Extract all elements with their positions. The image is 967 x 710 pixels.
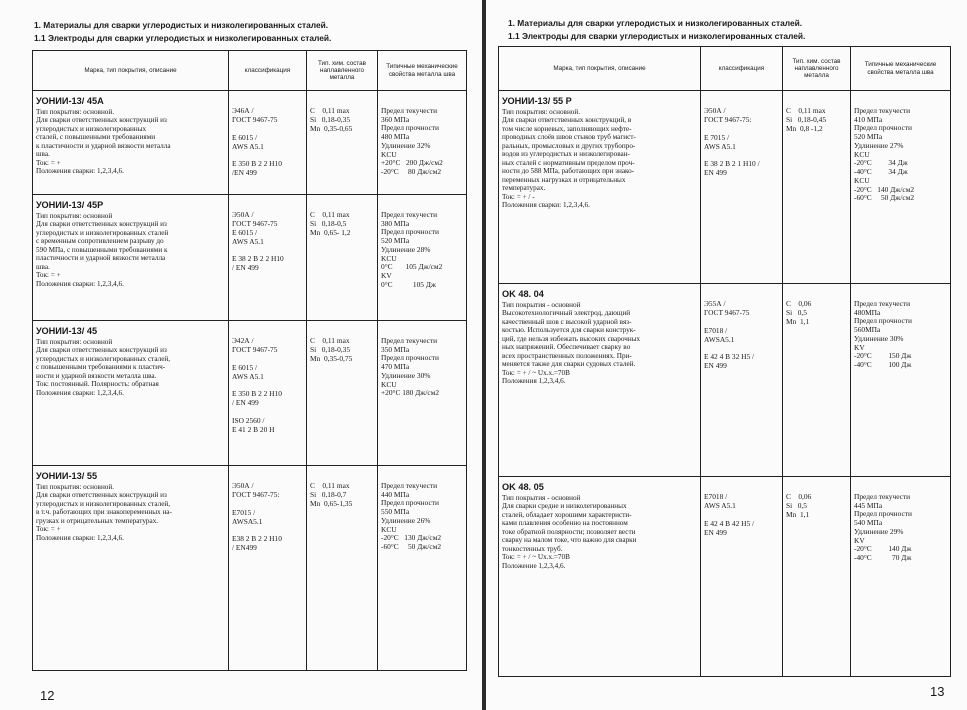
electrode-mechanical: Предел текучести 480МПа Предел прочности 560МПа Удлинение 30% KV -20°C 150 Дж -40°C 100 Дж — [854, 299, 912, 370]
electrode-classification: Э50А / ГОСТ 9467-75: E 7015 / AWS A5.1 E 38 2 B 2 1 H10 / EN 499 — [704, 106, 760, 178]
right-page — [486, 0, 967, 710]
electrode-mechanical: Предел текучести 380 МПа Предел прочности 520 МПа Удлинение 28% KCU 0°C 105 Дж/см2 KV 0°C 105 Дж — [381, 210, 443, 289]
electrode-classification: Э42А / ГОСТ 9467-75 E 6015 / AWS A5.1 E 350 B 2 2 H10 / EN 499 ISO 2560 / E 41 2 B 20 H — [232, 336, 282, 434]
table-row — [33, 466, 467, 671]
left-electrode-table — [32, 50, 467, 671]
left-title-1: 1. Материалы для сварки углеродистых и низколегированных сталей. — [34, 20, 329, 30]
electrode-mechanical: Предел текучести 360 МПа Предел прочности 480 МПа Удлинение 32% KCU +20°C 200 Дж/см2 -20°C 80 Дж/см2 — [381, 106, 443, 177]
electrode-description: Тип покрытия: основной. Для сварки ответственных конструкций из углеродистых и низколегированных сталей, в т.ч. работающих при знакопеременных на- грузках и отрицательных температурах. Ток: = + Положения сварки: 1,2,3,4,6. — [36, 483, 172, 542]
left-header-mech: Типичные механические свойства металла шва — [378, 51, 467, 91]
electrode-classification: Э50А / ГОСТ 9467-75 E 6015 / AWS A5.1 E 38 2 B 2 2 H10 / EN 499 — [232, 210, 284, 273]
electrode-name: УОНИИ-13/ 45А — [36, 96, 104, 106]
table-row — [33, 91, 467, 195]
right-electrode-table — [498, 46, 951, 677]
electrode-classification: Э50А / ГОСТ 9467-75: E7015 / AWSA5.1 E38 2 B 2 2 H10 / EN499 — [232, 481, 282, 553]
table-row — [33, 195, 467, 321]
electrode-description: Тип покрытия: основной Для сварки ответственных конструкций из углеродистых и низколегированных сталей, с повышенными требованиями к пластич- ности и ударной вязкости металла шва. Ток: постоянный. Полярность: обратная Положения сварки: 1,2,3,4,6. — [36, 338, 171, 397]
right-title-1: 1. Материалы для сварки углеродистых и низколегированных сталей. — [508, 18, 803, 28]
electrode-chemistry: C 0,11 max Si 0,18-0,35 Mn 0,35-0,75 — [310, 336, 353, 363]
right-title-2: 1.1 Электроды для сварки углеродистых и низколегированных сталей. — [508, 31, 806, 41]
right-header-mech: Типичные механические свойства металла шва — [851, 47, 951, 91]
right-page-number: 13 — [930, 684, 945, 699]
electrode-chemistry: C 0,11 max Si 0,18-0,35 Mn 0,35-0,65 — [310, 106, 353, 133]
right-header-chem: Тип. хим. состав наплавленного металла — [783, 47, 851, 91]
left-header-grade: Марка, тип покрытия, описание — [33, 51, 229, 91]
electrode-chemistry: C 0,11 max Si 0,18-0,5 Mn 0,65- 1,2 — [310, 210, 351, 237]
electrode-mechanical: Предел текучести 350 МПа Предел прочности 470 МПа Удлинение 30% KCU +20°C 180 Дж/см2 — [381, 336, 440, 398]
electrode-mechanical: Предел текучести 410 МПа Предел прочности 520 МПа Удлинение 27% KCU -20°C 34 Дж -40°C 34 Дж KCU -20°C 140 Дж/см2 -60°C 50 Дж/см2 — [854, 106, 915, 203]
electrode-chemistry: C 0,06 Si 0,5 Mn 1,1 — [786, 492, 812, 519]
electrode-description: Тип покрытия: основной Для сварки ответственных конструкций из углеродистых и низколегированных сталей с временным сопротивлением разрыву до 590 МПа, с повышенными требованиями к пластичности и ударной вязкости металла шва. Ток: = + Положения сварки: 1,2,3,4,6. — [36, 212, 169, 288]
electrode-description: Тип покрытия: основной. Для сварки ответственных конструкций из углеродистых и низколегированных сталей, с повышенными требованиями к пластичности и ударной вязкости металла шва. Ток: = + Положения сварки: 1,2,3,4,6. — [36, 108, 171, 176]
table-row — [499, 91, 951, 284]
table-row — [499, 284, 951, 477]
electrode-mechanical: Предел текучести 440 МПа Предел прочности 550 МПа Удлинение 26% KCU -20°C 130 Дж/см2 -60°C 50 Дж/см2 — [381, 481, 442, 552]
left-page-number: 12 — [40, 688, 55, 703]
electrode-name: УОНИИ-13/ 45Р — [36, 200, 104, 210]
electrode-name: OK 48. 04 — [502, 289, 544, 299]
electrode-classification: Э46А / ГОСТ 9467-75 E 6015 / AWS A5.1 E 350 B 2 2 H10 /EN 499 — [232, 106, 282, 178]
table-row — [33, 321, 467, 466]
electrode-name: УОНИИ-13/ 55 Р — [502, 96, 572, 106]
electrode-description: Тип покрытия - основной Для сварки средне и низколегированных сталей, обладает хорошими характеристи- ками плавления особенно на постоянном токе обратной полярности; позволяет вести сварку на малом токе, что важно для сварки тонкостенных труб. Ток: = + / ~ Ux.x.=70B Положение 1,2,3,4,6. — [502, 494, 637, 570]
left-header-chem: Тип. хим. состав наплавленного металла — [307, 51, 378, 91]
electrode-mechanical: Предел текучести 445 МПа Предел прочности 540 МПа Удлинение 29% KV -20°C 140 Дж -40°C 70 Дж — [854, 492, 912, 563]
electrode-chemistry: C 0,06 Si 0,5 Mn 1,1 — [786, 299, 812, 326]
left-title-2: 1.1 Электроды для сварки углеродистых и низколегированных сталей. — [34, 33, 332, 43]
electrode-description: Тип покрытия: основной. Для сварки ответственных конструкций, в том числе корневых, заполняющих нефте- проводных слоёв швов стыков труб магист- ральных, промысловых и других трубопро- водов из углеродистых и низколегирован- ных сталей с нормативным пределом проч- ности до 588 МПа, работающих при знако- переменных нагрузках и отрицательных температурах. Ток: = + / - Положения сварки: 1,2,3,4,6. — [502, 108, 636, 210]
left-page — [0, 0, 482, 710]
electrode-name: УОНИИ-13/ 45 — [36, 326, 98, 336]
right-header-grade: Марка, тип покрытия, описание — [499, 47, 701, 91]
left-header-classification: классификация — [229, 51, 307, 91]
electrode-name: OK 48. 05 — [502, 482, 544, 492]
electrode-description: Тип покрытия - основной Высокотехнологичный электрод, дающий качественный шов с высокой ударной вяз- костью. Используется для сварки конструк- ций, где нельзя избежать высоких сварочных ных напряжений. Обеспечивает сварку во всех пространственных положениях. При- меняется также для сварки судовых сталей. Ток: = + / ~ Ux.x.=70B Положения 1,2,3,4,6. — [502, 301, 641, 386]
table-row — [499, 477, 951, 677]
electrode-chemistry: C 0,11 max Si 0,18-0,45 Mn 0,8 -1,2 — [786, 106, 827, 133]
electrode-name: УОНИИ-13/ 55 — [36, 471, 98, 481]
electrode-chemistry: C 0,11 max Si 0,18-0,7 Mn 0,65-1,35 — [310, 481, 353, 508]
right-header-classification: классификация — [701, 47, 783, 91]
electrode-classification: E7018 / AWS A5.1 E 42 4 B 42 H5 / EN 499 — [704, 492, 755, 537]
electrode-classification: Э55А / ГОСТ 9467-75 E7018 / AWSA5.1 E 42 4 B 32 H5 / EN 499 — [704, 299, 755, 371]
